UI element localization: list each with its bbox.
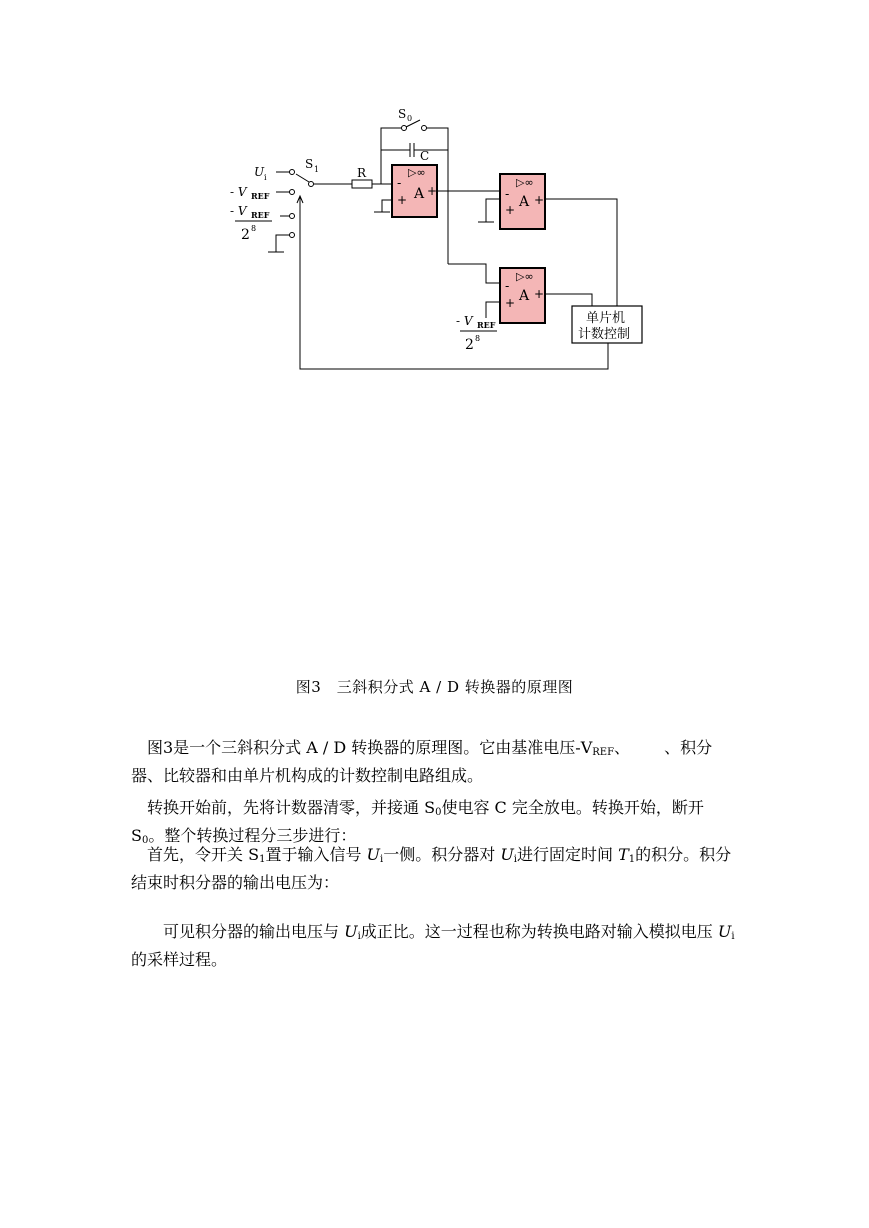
vref-div-contact — [290, 214, 295, 219]
subscript: 1 — [259, 854, 266, 865]
opamp-minus: - — [397, 176, 402, 190]
s0-label: S — [398, 107, 407, 121]
mcu-label-line2: 计数控制 — [578, 327, 631, 342]
circuit-diagram — [0, 0, 869, 400]
s0-contact-left — [402, 126, 407, 131]
text-run: 进行固定时间 — [517, 845, 619, 864]
r-label: R — [357, 166, 367, 180]
opamp-minus: - — [505, 187, 510, 201]
s0-sub: 0 — [407, 114, 413, 123]
opamp-a: A — [414, 186, 425, 202]
denominator-2b: 2 — [465, 337, 474, 353]
text-run: 可见积分器的输出电压与 — [163, 922, 345, 941]
s1-label: S — [305, 157, 314, 171]
opamp-plus: + — [505, 296, 516, 310]
s1-pivot — [309, 182, 314, 187]
subscript: 1 — [628, 854, 636, 865]
vref-div2-sub: REF — [477, 320, 496, 330]
c-label: C — [420, 149, 430, 163]
text-run: 转换开始前，先将计数器清零，并接通 S — [147, 798, 436, 817]
text-run: 首先，令开关 S — [147, 845, 260, 864]
ui-sub: i — [264, 173, 267, 182]
s1-blade — [296, 174, 309, 182]
vref-div2-label: - V — [456, 314, 473, 328]
denominator-2: 2 — [241, 227, 250, 243]
opamp-minus: - — [505, 279, 510, 293]
paragraph-3 — [131, 843, 741, 894]
mcu-label-line1: 单片机 — [586, 311, 626, 326]
vref-label: - V — [230, 185, 247, 199]
variable-t: T — [618, 845, 629, 864]
text-run: 。整个转换过程分三步进行： — [148, 826, 357, 845]
paragraph-4 — [131, 920, 741, 971]
text-run: 图3是一个三斜积分式 A / D 转换器的原理图。它由基准电压-V — [147, 738, 593, 757]
opamp-a: A — [519, 194, 530, 210]
ui-label: U — [254, 165, 265, 179]
subscript: i — [357, 931, 361, 942]
variable-u: U — [344, 922, 358, 941]
subscript: i — [513, 854, 517, 865]
text-run: 使电容 C 完全放电。转换开始，断开 S — [131, 798, 704, 845]
subscript: REF — [592, 747, 615, 758]
s1-sub: 1 — [314, 165, 320, 174]
resistor-r — [352, 180, 372, 188]
ground-contact — [290, 233, 295, 238]
variable-u: U — [717, 922, 732, 941]
opamp-symbol: ▷∞ — [516, 176, 534, 189]
variable-u: U — [500, 845, 514, 864]
variable-u: U — [366, 845, 381, 864]
text-run: 、 — [614, 738, 631, 757]
text-run: 成正比。这一过程也称为转换电路对输入模拟电压 — [360, 922, 718, 941]
opamp-a: A — [519, 288, 530, 304]
vref-contact — [290, 190, 295, 195]
subscript: 0 — [435, 807, 442, 818]
paragraph-1 — [131, 736, 741, 787]
text-run: 的采样过程。 — [131, 950, 228, 969]
ui-contact — [290, 170, 295, 175]
opamp-symbol: ▷∞ — [516, 270, 534, 283]
vref-div-sub: REF — [251, 210, 270, 220]
opamp-plus: + — [505, 203, 516, 217]
opamp-plus-out: + — [427, 184, 438, 198]
opamp-symbol: ▷∞ — [408, 166, 426, 179]
exponent-8: 8 — [251, 224, 257, 233]
subscript: i — [731, 931, 735, 942]
text-run: 一侧。积分器对 — [383, 845, 501, 864]
opamp-plus-out: + — [534, 193, 545, 207]
text-run: 置于输入信号 — [265, 845, 367, 864]
subscript: 0 — [141, 835, 149, 846]
figure-caption: 图3 三斜积分式 A / D 转换器的原理图 — [295, 678, 574, 696]
text-run: 的积分。积分结束时积分器的输出电压为： — [131, 845, 732, 892]
opamp-plus-out: + — [534, 287, 545, 301]
subscript: i — [380, 854, 384, 865]
s0-contact-right — [422, 126, 427, 131]
text-run: 、积分器、比较器和由单片机构成的计数控制电路组成。 — [131, 738, 713, 785]
vref-sub: REF — [251, 191, 270, 201]
vref-div-label: - V — [230, 204, 247, 218]
exponent-8b: 8 — [475, 334, 481, 343]
opamp-plus: + — [397, 193, 408, 207]
